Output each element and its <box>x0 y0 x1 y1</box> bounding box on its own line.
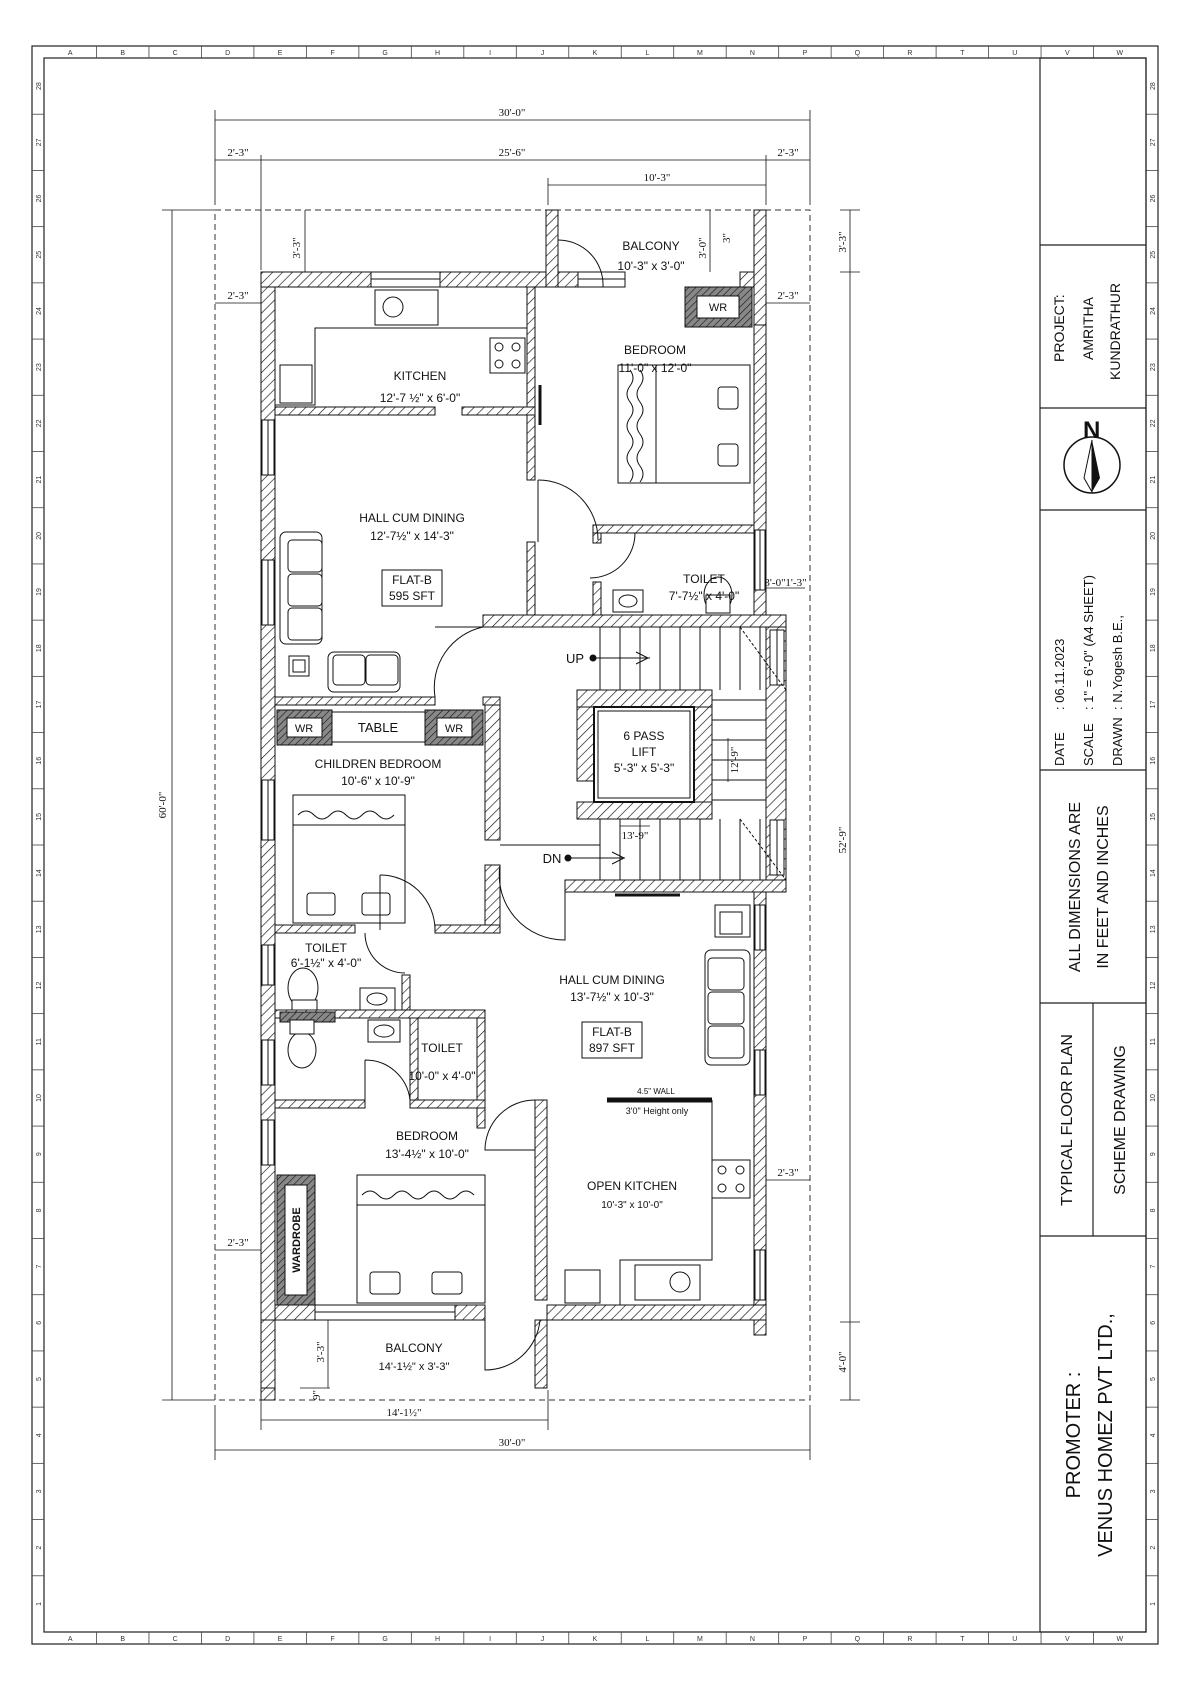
grid-label: E <box>277 50 283 57</box>
grid-label: T <box>960 1636 965 1643</box>
dim-left-bedroom: 2'-3" <box>227 1237 249 1249</box>
grid-label: 13 <box>1150 925 1157 934</box>
grid-label: W <box>1116 50 1124 57</box>
dim-stair: 13'-9" <box>621 830 649 842</box>
grid-label: 23 <box>36 363 43 372</box>
grid-label: U <box>1012 50 1018 57</box>
lift-line2: LIFT <box>631 745 657 759</box>
grid-label: Q <box>854 1636 861 1643</box>
dim-overall-width: 30'-0" <box>498 107 526 119</box>
dim-bottom-left-a: 3'-3" <box>315 1341 327 1363</box>
lift-size: 5'-3" x 5'-3" <box>613 761 675 775</box>
balcony-top-name: BALCONY <box>622 239 680 253</box>
date-value: : 06.11.2023 <box>1052 638 1067 710</box>
wardrobe-label: WARDROBE <box>291 1207 303 1273</box>
grid-label: 17 <box>1150 700 1157 709</box>
bedroom-top-size: 11'-0" x 12'-0" <box>618 361 692 375</box>
grid-label: 3 <box>1150 1489 1157 1494</box>
grid-label: 11 <box>1150 1038 1157 1046</box>
grid-label: 28 <box>1150 82 1157 91</box>
grid-label: N <box>749 1636 755 1643</box>
grid-label: 22 <box>36 419 43 428</box>
dim-right-kitchen: 2'-3" <box>777 1167 799 1179</box>
grid-label: 20 <box>1150 531 1157 540</box>
grid-label: 14 <box>36 869 43 878</box>
sanitary-fixtures <box>288 577 732 1068</box>
grid-label: 21 <box>36 475 43 484</box>
grid-label: 5 <box>1150 1377 1157 1381</box>
bedroom-top-name: BEDROOM <box>623 343 687 357</box>
grid-label: R <box>907 50 913 57</box>
grid-label: 1 <box>1150 1601 1157 1606</box>
dim-bottom-left-b: 9" <box>311 1390 323 1400</box>
children-bedroom-size: 10'-6" x 10'-9" <box>341 774 415 788</box>
hall-top-size: 12'-7½" x 14'-3" <box>370 529 454 543</box>
wall-note: 4.5" WALL <box>637 1087 675 1096</box>
grid-label: 12 <box>1150 981 1157 990</box>
grid-label: D <box>225 1636 231 1643</box>
kitchen-size: 12'-7 ½" x 6'-0" <box>379 391 461 405</box>
grid-label: 6 <box>1150 1320 1157 1325</box>
grid-label: B <box>120 1636 126 1643</box>
grid-label: 24 <box>36 307 43 315</box>
wr-right: WR <box>444 723 464 735</box>
dim-right-bottom: 4'-0" <box>837 1351 849 1373</box>
note-line1: ALL DIMENSIONS ARE <box>1067 801 1084 973</box>
scale-label: SCALE <box>1081 723 1096 766</box>
grid-label: F <box>330 50 335 57</box>
dim-bottom-balcony-width: 14'-1½" <box>386 1407 422 1419</box>
hall-bottom-name: HALL CUM DINING <box>559 973 665 987</box>
stair-dn: DN <box>542 851 562 866</box>
grid-label: G <box>382 50 388 57</box>
hall-bottom-size: 13'-7½" x 10'-3" <box>570 990 654 1004</box>
grid-label: J <box>540 50 545 57</box>
bedroom-bottom-size: 13'-4½" x 10'-0" <box>385 1147 469 1161</box>
grid-label: 15 <box>36 812 43 821</box>
dim-toilet-b: 1'-3" <box>785 577 807 589</box>
dim-balcony-gap-b: 3" <box>721 233 733 243</box>
grid-label: 6 <box>36 1320 43 1325</box>
grid-label: 19 <box>1150 588 1157 596</box>
grid-label: C <box>172 50 178 57</box>
date-label: DATE <box>1052 732 1067 766</box>
scale-value: : 1" = 6'-0" (A4 SHEET) <box>1081 575 1096 710</box>
grid-label: 3 <box>36 1489 43 1494</box>
balcony-top-size: 10'-3" x 3'-0" <box>617 259 685 273</box>
grid-label: 21 <box>1150 475 1157 484</box>
bedroom-bottom-name: BEDROOM <box>395 1129 459 1143</box>
grid-label: 11 <box>36 1038 43 1046</box>
grid-label: 16 <box>36 756 43 765</box>
plan-title: TYPICAL FLOOR PLAN <box>1059 1034 1076 1206</box>
grid-label: R <box>907 1636 913 1643</box>
balcony-bottom-size: 14'-1½" x 3'-3" <box>378 1361 450 1373</box>
project-line1: AMRITHA <box>1080 297 1096 360</box>
dim-right-height: 52'-9" <box>837 826 849 854</box>
grid-label: 2 <box>1150 1545 1157 1550</box>
grid-label: N <box>749 50 755 57</box>
grid-label: 9 <box>36 1152 43 1157</box>
grid-label: H <box>435 50 441 57</box>
lift-line1: 6 PASS <box>623 729 665 743</box>
grid-label: 20 <box>36 531 43 540</box>
toilet-left-size: 6'-1½" x 4'-0" <box>290 956 362 970</box>
grid-label: 24 <box>1150 307 1157 315</box>
grid-label: 17 <box>36 700 43 709</box>
grid-label: J <box>540 1636 545 1643</box>
grid-labels <box>36 50 1157 1643</box>
wall-note2: 3'0" Height only <box>625 1106 689 1116</box>
flat-b-bottom-area: 897 SFT <box>588 1041 636 1055</box>
toilet-left-name: TOILET <box>305 941 347 955</box>
walls <box>261 210 786 1400</box>
north-label: N <box>1083 417 1101 444</box>
grid-label: 23 <box>1150 363 1157 372</box>
grid-label: 7 <box>1150 1264 1157 1269</box>
grid-label: H <box>435 1636 441 1643</box>
dim-right-bedroom: 2'-3" <box>777 290 799 302</box>
grid-label: U <box>1012 1636 1018 1643</box>
dim-left-kitchen: 2'-3" <box>227 290 249 302</box>
grid-label: 25 <box>1150 250 1157 259</box>
grid-label: 8 <box>36 1208 43 1213</box>
grid-label: 27 <box>1150 138 1157 147</box>
hall-top-name: HALL CUM DINING <box>359 511 465 525</box>
grid-label: Q <box>854 50 861 57</box>
project-line2: KUNDRATHUR <box>1107 283 1123 380</box>
dim-lift: 12'-9" <box>729 746 741 774</box>
toilet-top-size: 7'-7½" x 4'-0" <box>668 589 740 603</box>
promoter-label: PROMOTER : <box>1063 1371 1085 1499</box>
grid-label: 26 <box>36 194 43 203</box>
grid-label: F <box>330 1636 335 1643</box>
dim-toilet-a: 3'-0" <box>764 577 786 589</box>
grid-label: M <box>697 1636 703 1643</box>
grid-label: 22 <box>1150 419 1157 428</box>
grid-label: 28 <box>36 82 43 91</box>
grid-label: 12 <box>36 981 43 990</box>
project-label: PROJECT: <box>1051 294 1067 362</box>
table-label: TABLE <box>357 720 399 735</box>
grid-label: 5 <box>36 1377 43 1381</box>
toilet-mid-size: 10'-0" x 4'-0" <box>408 1069 476 1083</box>
dim-inner-width: 25'-6" <box>498 147 526 159</box>
grid-label: L <box>645 1636 650 1643</box>
grid-label: 9 <box>1150 1152 1157 1157</box>
grid-label: 27 <box>36 138 43 147</box>
grid-label: 19 <box>36 588 43 596</box>
drawn-value: : N.Yogesh B.E., <box>1110 615 1125 710</box>
grid-label: W <box>1116 1636 1124 1643</box>
balcony-bottom-name: BALCONY <box>385 1341 443 1355</box>
grid-label: 4 <box>36 1433 43 1438</box>
dim-bottom-width: 30'-0" <box>498 1437 526 1449</box>
grid-label: E <box>277 1636 283 1643</box>
dim-overall-height: 60'-0" <box>157 791 169 819</box>
grid-label: 7 <box>36 1264 43 1269</box>
grid-label: 10 <box>1150 1094 1157 1102</box>
grid-label: I <box>489 1636 492 1643</box>
grid-label: 25 <box>36 250 43 259</box>
open-kitchen-size: 10'-3" x 10'-0" <box>601 1200 663 1211</box>
dim-balcony-top-depth: 3'-3" <box>291 237 303 259</box>
grid-label: V <box>1064 1636 1070 1643</box>
flat-b-top-name: FLAT-B <box>392 573 432 587</box>
toilet-mid-name: TOILET <box>421 1041 463 1055</box>
grid-label: K <box>592 1636 598 1643</box>
flat-b-top-area: 595 SFT <box>388 589 436 603</box>
grid-label: 10 <box>36 1094 43 1102</box>
grid-label: 2 <box>36 1545 43 1550</box>
dim-right-top: 3'-3" <box>837 231 849 253</box>
dim-left-offset: 2'-3" <box>227 147 249 159</box>
grid-label: 26 <box>1150 194 1157 203</box>
children-bedroom-name: CHILDREN BEDROOM <box>314 757 442 771</box>
grid-label: I <box>489 50 492 57</box>
promoter-name: VENUS HOMEZ PVT LTD., <box>1095 1313 1117 1557</box>
grid-label: 18 <box>1150 644 1157 653</box>
wr-top: WR <box>708 302 728 314</box>
grid-label: T <box>960 50 965 57</box>
dim-right-offset: 2'-3" <box>777 147 799 159</box>
drawn-label: DRAWN <box>1110 717 1125 766</box>
grid-label: V <box>1064 50 1070 57</box>
grid-label: 1 <box>36 1601 43 1606</box>
toilet-top-name: TOILET <box>683 572 725 586</box>
grid-label: 14 <box>1150 869 1157 878</box>
dim-balcony-gap-a: 3'-0" <box>697 237 709 259</box>
dim-balcony-top-width: 10'-3" <box>643 172 671 184</box>
grid-label: A <box>67 50 73 57</box>
grid-label: L <box>645 50 650 57</box>
grid-label: A <box>67 1636 73 1643</box>
grid-label: 18 <box>36 644 43 653</box>
stair-up: UP <box>565 651 585 666</box>
grid-label: 13 <box>36 925 43 934</box>
title-block <box>1040 58 1146 1632</box>
open-kitchen-name: OPEN KITCHEN <box>586 1179 678 1193</box>
grid-label: G <box>382 1636 388 1643</box>
kitchen-name: KITCHEN <box>393 369 447 383</box>
grid-label: D <box>225 50 231 57</box>
grid-label: C <box>172 1636 178 1643</box>
grid-label: K <box>592 50 598 57</box>
plan-subtitle: SCHEME DRAWING <box>1112 1045 1129 1195</box>
wr-left: WR <box>294 723 314 735</box>
grid-label: P <box>802 1636 808 1643</box>
grid-label: 16 <box>1150 756 1157 765</box>
grid-label: 15 <box>1150 812 1157 821</box>
note-line2: IN FEET AND INCHES <box>1095 805 1112 969</box>
grid-label: P <box>802 50 808 57</box>
grid-label: 8 <box>1150 1208 1157 1213</box>
north-arrow-icon <box>1064 417 1120 493</box>
grid-label: 4 <box>1150 1433 1157 1438</box>
grid-label: M <box>697 50 703 57</box>
grid-label: B <box>120 50 126 57</box>
flat-b-bottom-name: FLAT-B <box>592 1025 632 1039</box>
